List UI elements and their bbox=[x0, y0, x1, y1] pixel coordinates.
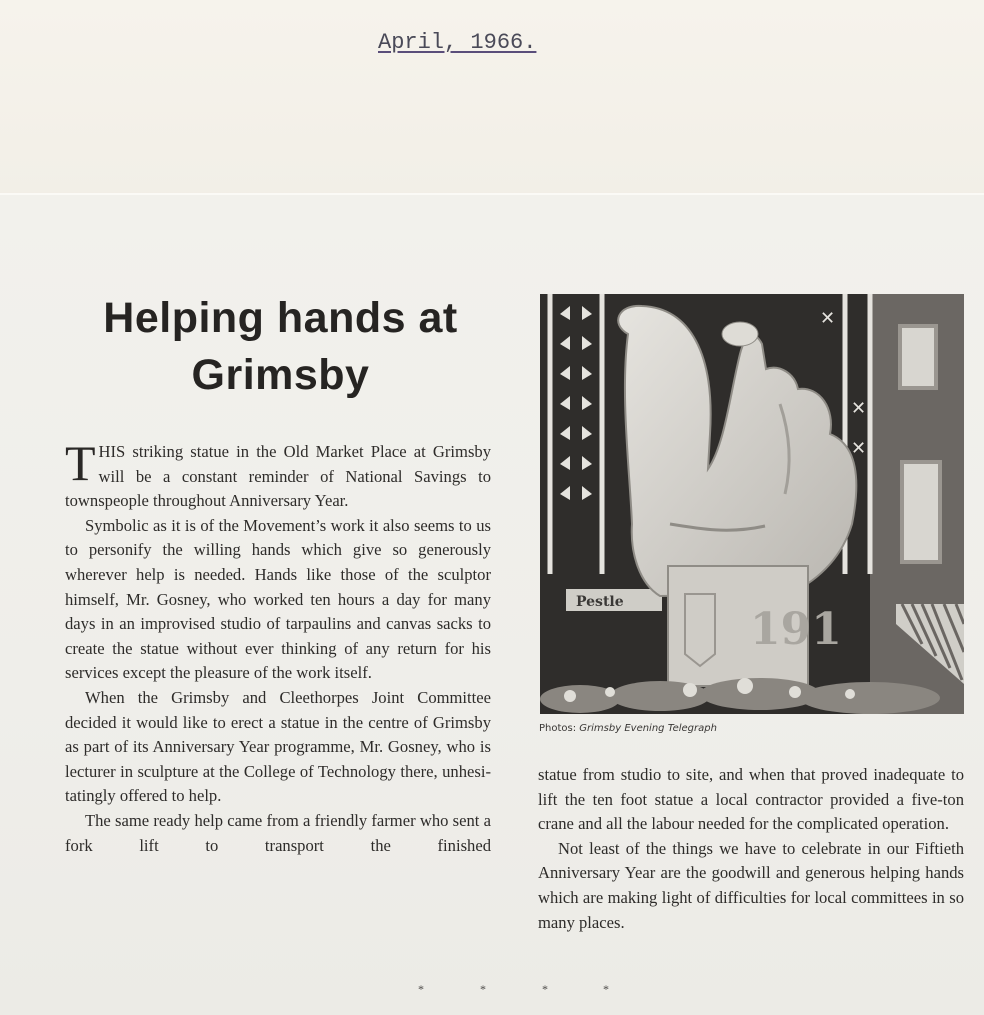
paragraph-4: The same ready help came from a friendly farmer who sent a fork lift to transport the finished bbox=[65, 810, 491, 855]
svg-text:Pestle: Pestle bbox=[576, 594, 624, 610]
photo-caption bbox=[539, 723, 717, 734]
caption-label: Photos: bbox=[539, 723, 577, 734]
svg-text:191: 191 bbox=[750, 604, 842, 655]
svg-text:✕: ✕ bbox=[851, 398, 867, 419]
headline-line-1: Helping hands at bbox=[103, 294, 458, 342]
section-separator bbox=[0, 982, 984, 1002]
separator-star: * bbox=[603, 982, 609, 996]
paragraph-3: When the Grimsby and Cleethorpes Joint Committee decided it would like to erect a statue in the centre of Grimsby as part of its Anniversary Year programme, Mr. Gosney, who is lecturer in sculpture at the College of Technology there, unhesitatingly offered to help. bbox=[65, 687, 491, 806]
separator-star: * bbox=[418, 982, 424, 996]
paragraph-2: Symbolic as it is of the Movement’s work it also seems to us to personify the willing hands which give so generously wherever help is needed. Hands like those of the sculptor himself, Mr. Gosney, who worked ten hours a day for many days in an improvised studio of tarpaulins and canvas sacks to create the statue without ever thinking of any return for his services except the pleasure of the work itself. bbox=[65, 515, 491, 683]
paragraph-5: statue from studio to site, and when that proved inadequate to lift the ten foot statue a local contractor provided a five-ton crane and all the labour needed for the complicated operation. bbox=[538, 765, 964, 834]
caption-credit: Grimsby Evening Telegraph bbox=[579, 723, 717, 734]
date-stamp bbox=[378, 30, 536, 55]
statue-photo bbox=[540, 294, 964, 714]
svg-text:✕: ✕ bbox=[820, 308, 836, 329]
separator-star: * bbox=[542, 982, 548, 996]
article-column-right bbox=[538, 763, 964, 935]
separator-star: * bbox=[480, 982, 486, 996]
headline-line-2: Grimsby bbox=[191, 351, 370, 399]
paragraph-1: THIS striking statue in the Old Market Place at Grimsby will be a constant reminder of National Savings to townspeople throughout Anniversary Year. bbox=[65, 435, 491, 511]
statue-photo-image bbox=[540, 294, 964, 714]
article-column-left bbox=[65, 435, 491, 858]
date-text: April, 1966. bbox=[378, 30, 537, 55]
paragraph-6: Not least of the things we have to celebrate in our Fiftieth Anniversary Year are the goodwill and generous helping hands which are making light of difficulties for local committees in so many places. bbox=[538, 838, 964, 932]
drop-cap: T bbox=[65, 435, 96, 491]
headline bbox=[58, 290, 503, 404]
svg-text:✕: ✕ bbox=[851, 438, 867, 459]
